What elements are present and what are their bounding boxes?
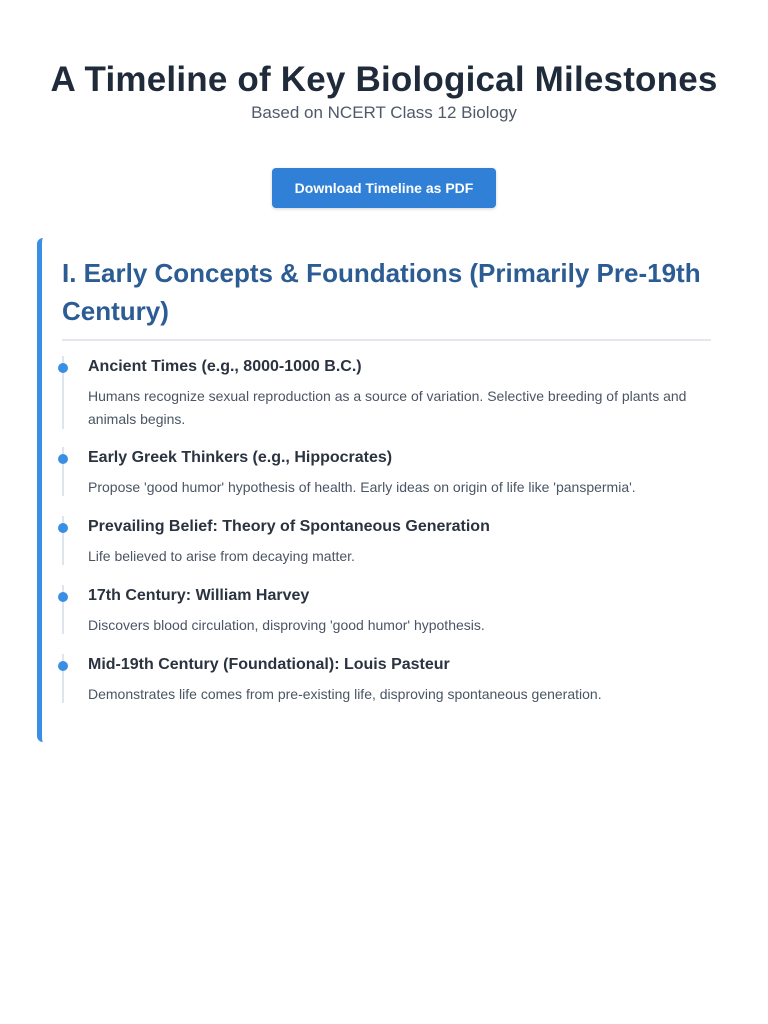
event-title: Mid-19th Century (Foundational): Louis Pasteur xyxy=(88,656,450,673)
section-divider xyxy=(62,339,711,341)
timeline-dot-icon xyxy=(58,454,68,464)
timeline-dot-icon xyxy=(58,592,68,602)
event-description: Demonstrates life comes from pre-existing life, disproving spontaneous generation. xyxy=(88,686,602,702)
event-description: Discovers blood circulation, disproving 'good humor' hypothesis. xyxy=(88,617,485,633)
event-description: Humans recognize sexual reproduction as a source of variation. Selective breeding of plants and animals begins. xyxy=(88,388,687,427)
section-title: I. Early Concepts & Foundations (Primarily Pre-19th Century) xyxy=(62,258,701,326)
event-title: Ancient Times (e.g., 8000-1000 B.C.) xyxy=(88,358,362,375)
event-title: Early Greek Thinkers (e.g., Hippocrates) xyxy=(88,449,393,466)
download-pdf-button[interactable]: Download Timeline as PDF xyxy=(272,168,496,208)
event-title: 17th Century: William Harvey xyxy=(88,587,310,604)
page-title: A Timeline of Key Biological Milestones xyxy=(50,60,718,99)
page-header xyxy=(0,58,768,124)
event-title: Prevailing Belief: Theory of Spontaneous Generation xyxy=(88,518,490,535)
page-subtitle: Based on NCERT Class 12 Biology xyxy=(251,103,517,122)
timeline-dot-icon xyxy=(58,523,68,533)
timeline-dot-icon xyxy=(58,661,68,671)
event-description: Life believed to arise from decaying matter. xyxy=(88,548,355,564)
timeline-dot-icon xyxy=(58,363,68,373)
timeline-section xyxy=(37,238,732,742)
event-description: Propose 'good humor' hypothesis of health. Early ideas on origin of life like 'panspermia'. xyxy=(88,479,636,495)
